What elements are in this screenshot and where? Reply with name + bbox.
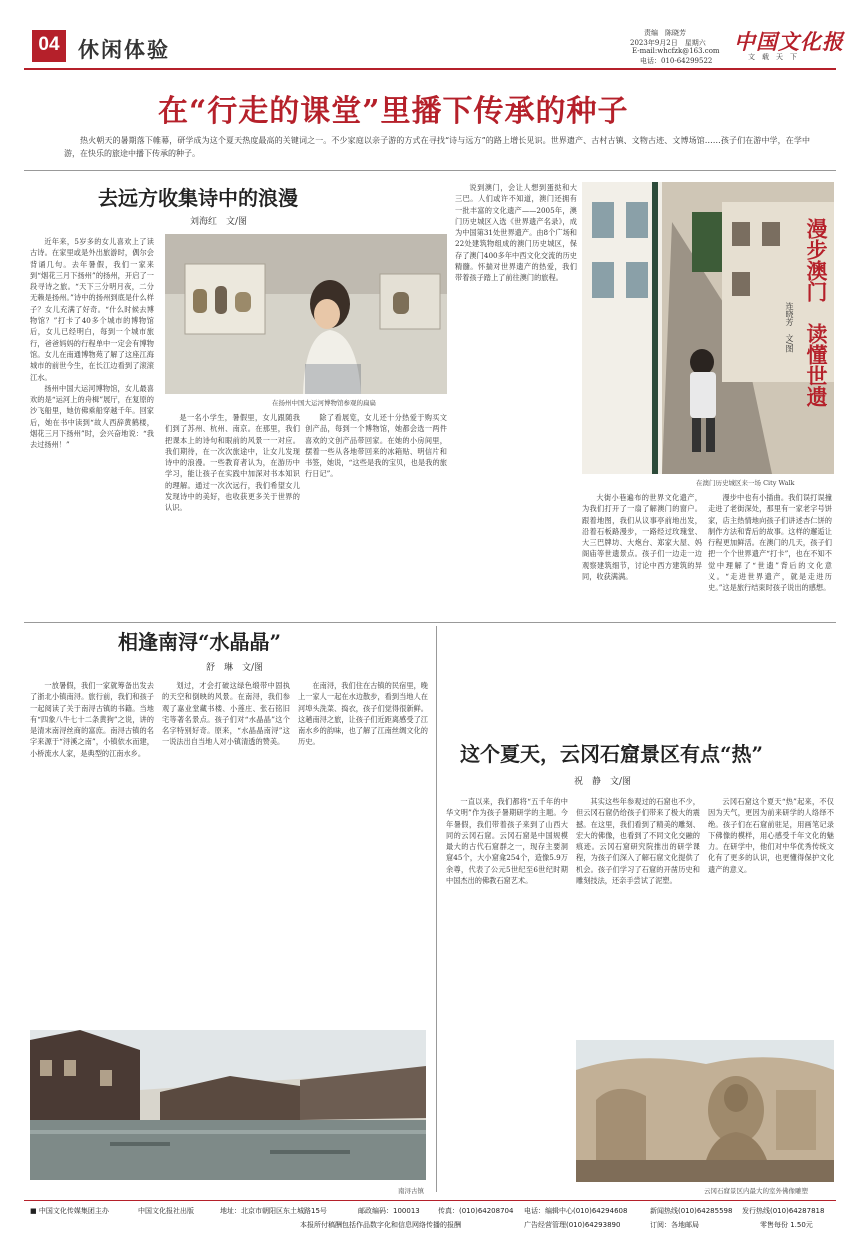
page-header bbox=[0, 0, 860, 72]
main-title: 在“行走的课堂”里播下传承的种子 bbox=[158, 94, 629, 129]
article2-col2-text: 漫步中也有小插曲。我们误打误撞走进了老街深处，那里有一家老字号饼家，店主热情地向孩子们讲述杏仁饼的制作方法和背后的故事。这样的邂逅让行程更加鲜活。在澳门的几天，孩子们把一个个世界遗产“打卡”，也在不知不觉中理解了“世遗”背后的文化意义。“走进世界遗产，就是走进历史。”这是旅行结束时孩子说出的感想。 bbox=[708, 493, 832, 593]
article1-col3-text: 说到澳门，会让人想到蛋挞和大三巴。人们或许不知道，澳门还拥有一批丰富的文化遗产——2005年，澳门历史城区入选《世界遗产名录》，成为中国第31处世界遗产。由8个广场和22处建筑物组成的澳门历史城区，保存了澳门400多年中西文化交流的历史精髓。怀揣对世界遗产的热爱，我们带着孩子踏上了前往澳门的旅程。 bbox=[455, 183, 577, 283]
page-number: 04 bbox=[38, 34, 60, 55]
article1-caption: 在扬州中国大运河博物馆参观的扁扁 bbox=[272, 399, 376, 407]
article3-byline: 舒 琳 文/图 bbox=[206, 663, 264, 673]
article3-col1 bbox=[30, 680, 154, 1022]
masthead-logo: 中国文化报 bbox=[734, 29, 844, 54]
article4-photo bbox=[576, 1040, 834, 1182]
article2-title-text: 漫步澳门 读懂世遗 bbox=[804, 218, 829, 407]
article3-caption: 南浔古镇 bbox=[398, 1187, 424, 1195]
footer-publisher: ■ 中国文化传媒集团主办 bbox=[30, 1207, 109, 1215]
article3-photo bbox=[30, 1030, 426, 1180]
article1-col1 bbox=[30, 236, 154, 614]
article3-col3-text: 在南浔，我们住在古镇的民宿里，晚上一家人一起在水边散步，看到当地人在河埠头洗菜、捣衣，孩子们觉得很新鲜。这趟南浔之旅，让孩子们近距离感受了江南水乡的韵味，也了解了江南丝绸文化的历史。 bbox=[298, 681, 428, 747]
masthead-slogan: 文 载 天 下 bbox=[748, 53, 797, 61]
vertical-divider bbox=[436, 626, 437, 1192]
article1-col3b-text: 除了看展览，女儿还十分热爱于购买文创产品，每到一个博物馆，她都会选一两件喜欢的文创产品带回家。在她的小房间里，摆着一些从各地带回来的冰箱贴、明信片和书签，她说，“这些是我的宝贝，也是我的旅行日记”。 bbox=[305, 413, 447, 479]
footer-news-hotline: 新闻热线(010)64285598 bbox=[650, 1207, 733, 1215]
article4-col2-text: 其实这些年参观过的石窟也不少，但云冈石窟仍给孩子们带来了极大的震撼。在这里，我们看到了精美的雕刻、宏大的佛像，也看到了不同文化交融的痕迹。云冈石窟研究院推出的研学课程，为孩子们深入了解石窟文化提供了机会。孩子们学习了石窟的开凿历史和雕刻技法，还亲手尝试了泥塑。 bbox=[576, 797, 700, 886]
header-phone: 电话：010-64299522 bbox=[640, 57, 713, 65]
header-date: 2023年9月2日 星期六 bbox=[630, 39, 706, 47]
article4-col1-text: 一直以来，我们都将“五千年的中华文明”作为孩子暑期研学的主题。今年暑假，我们带着孩子来到了山西大同的云冈石窟。云冈石窟是中国规模最大的古代石窟群之一，现存主要洞窟45个，大小窟龛254个，造像5.9万余尊，代表了公元5世纪至6世纪时期中国杰出的佛教石窟艺术。 bbox=[446, 797, 568, 886]
main-lead: 热火朝天的暑期落下帷幕，研学成为这个夏天热度最高的关键词之一。不少家庭以亲子游的方式在寻找“诗与远方”的路上增长见识。世界遗产、古村古镇、文物古迹、文博场馆……孩子们在游中学，在学中游，在快乐的旅途中播下传承的种子。 bbox=[64, 136, 810, 158]
article2-col2 bbox=[708, 492, 832, 616]
header-rule bbox=[24, 68, 836, 70]
article3-title: 相逢南浔“水晶晶” bbox=[118, 630, 282, 654]
footer-postcode: 邮政编码：100013 bbox=[358, 1207, 420, 1215]
article2-byline: 连晓芳 文/图 bbox=[785, 302, 794, 353]
footer-edit-phone: 电话：编辑中心(010)64294608 bbox=[524, 1207, 628, 1215]
article1-col3 bbox=[305, 412, 447, 612]
article1-col4 bbox=[455, 182, 577, 616]
article2-title bbox=[804, 218, 828, 438]
article4-col3 bbox=[708, 796, 834, 1034]
article4-title: 这个夏天，云冈石窟景区有点“热” bbox=[460, 742, 764, 766]
footer-row1 bbox=[30, 1206, 836, 1218]
article2-col1-text: 大街小巷遍布的世界文化遗产，为我们打开了一扇了解澳门的窗户。跟着地图，我们从议事亭前地出发，沿着石板路漫步，一路经过玫瑰堂、大三巴牌坊、大炮台、郑家大屋、妈阁庙等世遗景点。孩子们一边走一边观察建筑细节，讨论中西方建筑的异同，收获满满。 bbox=[582, 493, 702, 582]
article4-col2 bbox=[576, 796, 700, 1034]
article4-col1 bbox=[446, 796, 568, 1188]
article1-col2 bbox=[165, 412, 300, 612]
footer-dist-hotline: 发行热线(010)64287818 bbox=[742, 1207, 825, 1215]
footer-press: 中国文化报社出版 bbox=[138, 1207, 194, 1215]
article3-col2-text: 划过，才会打破这绿色缎带中固执的天空和倒映的风景。在南浔，我们参观了嘉业堂藏书楼、小莲庄、张石铭旧宅等著名景点。孩子们对“水晶晶”这个名字特别好奇。原来，“水晶晶南浔”这一说法出自当地人对小镇清透的赞美。 bbox=[162, 681, 290, 747]
article3-col2 bbox=[162, 680, 290, 1022]
footer-rule bbox=[24, 1200, 836, 1201]
article1-col2-text: 是一名小学生，暑假里，女儿跟随我们到了苏州、杭州、南京。在那里，我们把课本上的诗句和眼前的风景一一对应。我们期待，在一次次旅途中，让女儿发现诗中的浪漫。一些教育者认为，在游历中学习，能让孩子在实践中加深对书本知识的理解。通过一次次远行，我们希望女儿发现诗中的美好，也收获更多关于世界的认识。 bbox=[165, 413, 300, 513]
footer-price: 零售每份 1.50元 bbox=[760, 1221, 813, 1229]
article1-title: 去远方收集诗中的浪漫 bbox=[98, 186, 298, 210]
footer-fax: 传真：(010)64208704 bbox=[438, 1207, 514, 1215]
article2-photo bbox=[582, 182, 834, 474]
article1-byline: 刘海红 文/图 bbox=[190, 217, 248, 227]
article4-col3-text: 云冈石窟这个夏天“热”起来，不仅因为天气，更因为前来研学的人络绎不绝。孩子们在石窟前驻足，用画笔记录下佛像的模样，用心感受千年文化的魅力。在研学中，他们对中华优秀传统文化有了更多的认识，也更懂得保护文化遗产的意义。 bbox=[708, 797, 834, 874]
article2-col1 bbox=[582, 492, 702, 616]
footer-ad-phone: 广告经营管理(010)64293890 bbox=[524, 1221, 621, 1229]
mid-divider bbox=[24, 622, 836, 623]
footer-row2 bbox=[30, 1220, 836, 1232]
article1-col1b-text: 扬州中国大运河博物馆，女儿最喜欢的是“运河上的舟楫”展厅，在复原的沙飞船里，她仿佛乘船穿越千年。回家后，她在书中读到“故人西辞黄鹤楼，烟花三月下扬州”时，会兴奋地说：“我去过扬州！” bbox=[30, 383, 154, 450]
article1-photo bbox=[165, 234, 447, 394]
footer-royalty-note: 本报所付稿酬包括作品数字化和信息网络传播的报酬 bbox=[300, 1221, 461, 1229]
footer-address: 地址：北京市朝阳区东土城路15号 bbox=[220, 1207, 327, 1215]
section-name: 休闲体验 bbox=[78, 37, 170, 62]
article1-col1-text: 近年来，5岁多的女儿喜欢上了读古诗。在家里或是外出旅游时，偶尔会背诵几句。去年暑假，我们一家来到“烟花三月下扬州”的扬州，开启了一段寻诗之旅。“天下三分明月夜，二分无赖是扬州。”诗中的扬州到底是什么样子？女儿充满了好奇。“什么时候去博物馆？”打卡了40多个城市的博物馆后，女儿已经明白，每到一个城市旅行，爸爸妈妈的行程单中一定会有博物馆。女儿在南通博物苑了解了这座江海城市的前世今生，在长江边看到了滚滚江水。 bbox=[30, 237, 154, 382]
article4-byline: 祝 静 文/图 bbox=[574, 777, 632, 787]
header-email: E-mail:whcfzk@163.com bbox=[632, 47, 720, 55]
lead-divider bbox=[24, 170, 836, 171]
footer-subscribe: 订阅：各地邮局 bbox=[650, 1221, 699, 1229]
article2-caption: 在澳门历史城区来一场 City Walk bbox=[696, 479, 795, 487]
article4-caption: 云冈石窟景区内最大的室外佛像雕塑 bbox=[704, 1187, 808, 1195]
article3-col3 bbox=[298, 680, 428, 1022]
header-editor: 责编 陈晓芳 bbox=[644, 29, 686, 37]
article3-col1-text: 一放暑假，我们一家就筹备出发去了浙北小镇南浔。旅行前，我们和孩子一起阅读了关于南浔古镇的书籍。当地有“四象八牛七十二条黄狗”之说，讲的是清末南浔丝商的富庶。南浔古镇的名字来源于“浔溪之南”，小镇依水而建，小桥流水人家，是典型的江南水乡。 bbox=[30, 681, 154, 758]
